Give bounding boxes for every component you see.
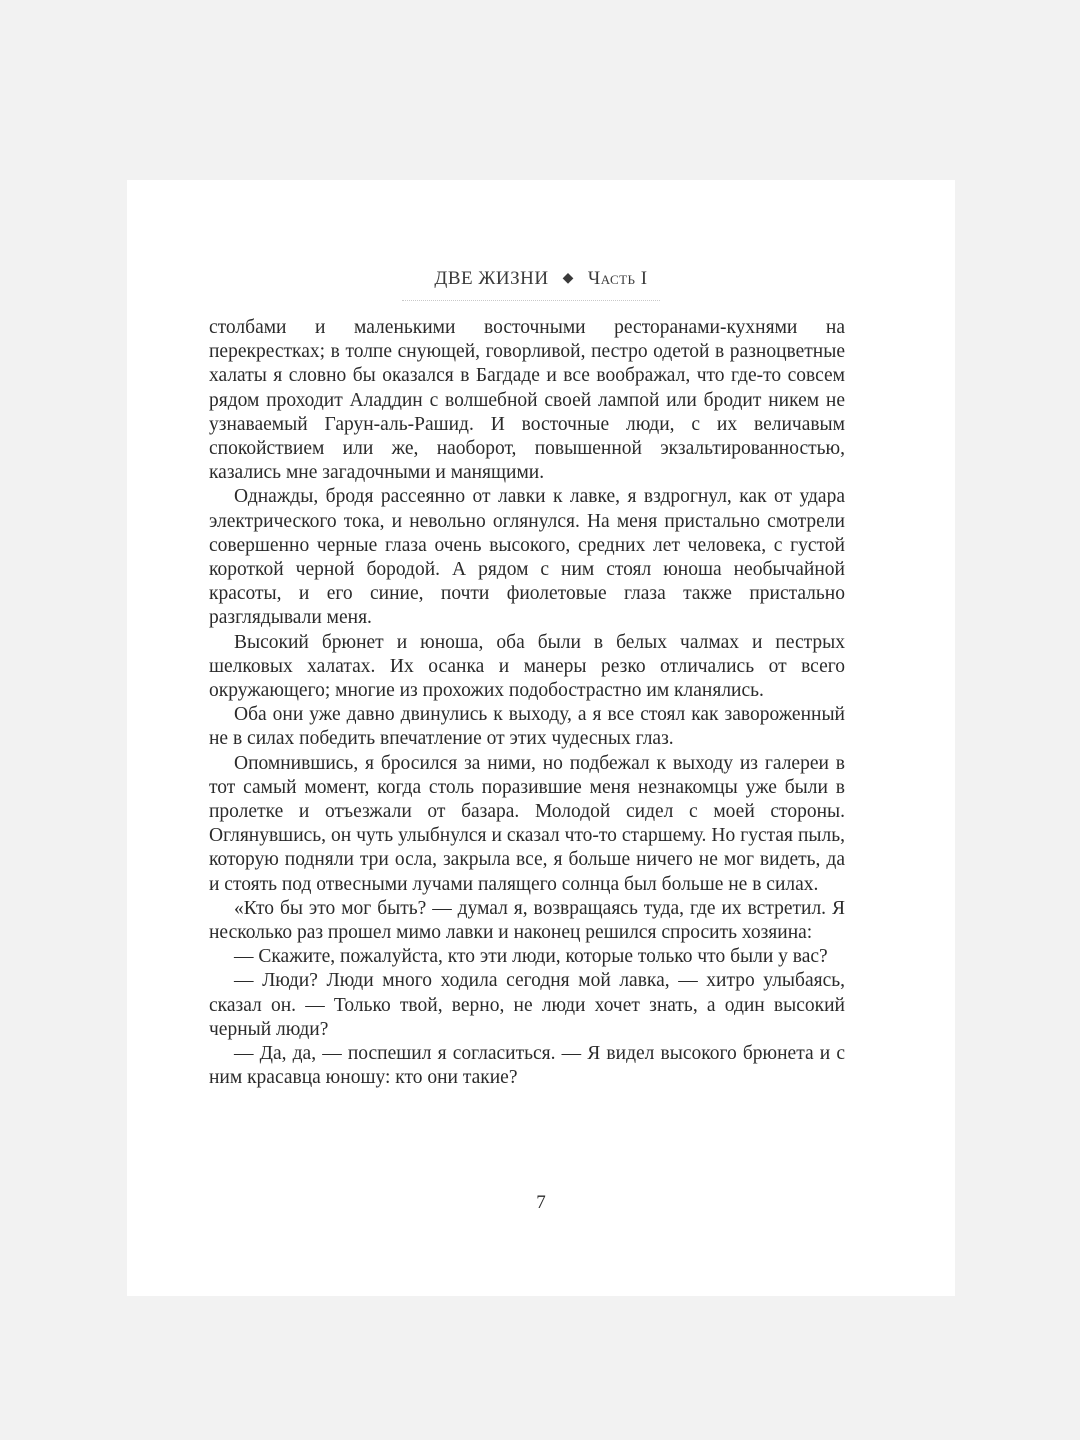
page-number: 7 xyxy=(536,1192,546,1213)
paragraph: Высокий брюнет и юноша, оба были в белых чалмах и пестрых шелковых халатах. Их осанка и манеры резко отличались от всего окружающего; многие из прохожих подобострастно им кланялись. xyxy=(209,631,845,702)
body-text xyxy=(209,316,845,1091)
running-head xyxy=(127,268,955,290)
paragraph: — Да, да, — поспешил я согласиться. — Я видел высокого брюнета и с ним красавца юношу: кто они такие? xyxy=(209,1043,845,1089)
paragraph: столбами и маленькими восточными ресторанами-кухнями на перекрестках; в толпе снующей, говорливой, пестро одетой в разноцветные халаты я словно бы оказался в Багдаде и все воображал, что где-то совсем рядом проходит Аладдин с волшебной своей лампой или бродит никем не узнаваемый Гарун-аль-Рашид. И восточные люди, с их величавым спокойствием или же, наоборот, повышенной экзальтированностью, казались мне загадочными и манящими. xyxy=(209,317,845,484)
diamond-icon: ◆ xyxy=(562,271,574,286)
paragraph: Опомнившись, я бросился за ними, но подбежал к выходу из галереи в тот самый момент, когда столь поразившие меня незнакомцы уже были в пролетке и отъезжали от базара. Молодой сидел с моей стороны. Оглянувшись, он чуть улыбнулся и сказал что-то старшему. Но густая пыль, которую подняли три осла, закрыла все, я больше ничего не мог видеть, да и стоять под отвесными лучами палящего солнца был больше не в силах. xyxy=(209,752,845,895)
header-rule xyxy=(402,300,660,301)
paragraph: Оба они уже давно двинулись к выходу, а я все стоял как завороженный не в силах победить впечатление от этих чудесных глаз. xyxy=(209,704,845,750)
paragraph: — Скажите, пожалуйста, кто эти люди, которые только что были у вас? xyxy=(234,946,828,968)
book-page xyxy=(127,180,955,1296)
book-title: ДВЕ ЖИЗНИ xyxy=(434,268,549,289)
paragraph: «Кто бы это мог быть? — думал я, возвращаясь туда, где их встретил. Я несколько раз прошел мимо лавки и наконец решился спросить хозяина: xyxy=(209,897,845,944)
part-title: Часть I xyxy=(587,268,648,289)
paragraph: Однажды, бродя рассеянно от лавки к лавке, я вздрогнул, как от удара электрического тока, и невольно оглянулся. На меня пристально смотрели совершенно черные глаза очень высокого, средних лет человека, с густой короткой черной бородой. А рядом с ним стоял юноша необычайной красоты, и его синие, почти фиолетовые глаза также пристально разглядывали меня. xyxy=(209,486,845,629)
paragraph: — Люди? Люди много ходила сегодня мой лавка, — хитро улыбаясь, сказал он. — Только твой, верно, не люди хочет знать, а один высокий черный люди? xyxy=(209,970,845,1040)
